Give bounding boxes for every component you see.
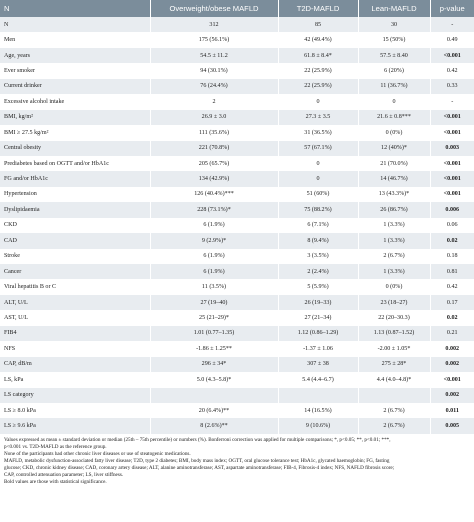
table-row (0, 357, 474, 372)
cell-t2d: 8 (9.4%) (278, 233, 358, 248)
row-label: Men (0, 32, 150, 47)
cell-pvalue: 0.003 (430, 141, 474, 156)
row-label: Dyslipidaemia (0, 202, 150, 217)
table-row (0, 372, 474, 387)
cell-pvalue: 0.02 (430, 310, 474, 325)
cell-lean: 2 (6.7%) (358, 403, 430, 418)
cell-lean: 13 (43.3%)* (358, 187, 430, 202)
cell-overweight: 221 (70.8%) (150, 141, 278, 156)
table-row (0, 125, 474, 140)
cell-lean (358, 388, 430, 403)
cell-lean: 4.4 (4.0–4.8)* (358, 372, 430, 387)
cell-lean: -2.00 ± 1.05* (358, 341, 430, 356)
cell-t2d: 27 (21–34) (278, 310, 358, 325)
cell-t2d: 57 (67.1%) (278, 141, 358, 156)
cell-lean: 1.13 (0.87–1.52) (358, 326, 430, 341)
cell-overweight: 6 (1.9%) (150, 249, 278, 264)
row-label: Age, years (0, 48, 150, 63)
footnote-line: MAFLD, metabolic dysfunction-associated fatty liver disease; T2D, type 2 diabetes; BMI, body mass index; OGTT, oral glucose tolerance test; HbA1c, glycated haemoglobin; FG, fasting (4, 457, 390, 464)
cell-overweight (150, 388, 278, 403)
header-cell-lean: Lean-MAFLD (358, 0, 430, 17)
cell-pvalue: - (430, 94, 474, 109)
table-footnotes (0, 434, 474, 486)
row-label: Hypertension (0, 187, 150, 202)
cell-overweight: 175 (56.1%) (150, 32, 278, 47)
table-row (0, 63, 474, 78)
table-row (0, 218, 474, 233)
cell-lean: 26 (86.7%) (358, 202, 430, 217)
header-cell-t2d: T2D-MAFLD (278, 0, 358, 17)
cell-pvalue: <0.001 (430, 187, 474, 202)
table-row (0, 79, 474, 94)
cell-overweight: -1.86 ± 1.25** (150, 341, 278, 356)
cell-pvalue: 0.011 (430, 403, 474, 418)
cell-pvalue: 0.33 (430, 79, 474, 94)
cell-t2d: 31 (36.5%) (278, 125, 358, 140)
table-row (0, 156, 474, 171)
table-row (0, 249, 474, 264)
row-label: Prediabetes based on OGTT and/or HbA1c (0, 156, 150, 171)
cell-t2d (278, 388, 358, 403)
table-header-row (0, 0, 474, 17)
row-label: LS ≥ 9.6 kPa (0, 418, 150, 433)
header-cell-n: N (0, 0, 150, 17)
row-label: Stroke (0, 249, 150, 264)
footnote-line: Values expressed as mean ± standard deviation or median (25th – 75th percentile) or numbers (%). Bonferroni correction was applied for multiple comparisons; *, p<0.05; **, p<0.01; ***, (4, 436, 391, 443)
cell-t2d: 6 (7.1%) (278, 218, 358, 233)
cell-overweight: 205 (65.7%) (150, 156, 278, 171)
cell-pvalue: 0.005 (430, 418, 474, 433)
cell-lean: 11 (36.7%) (358, 79, 430, 94)
cell-t2d: 22 (25.9%) (278, 63, 358, 78)
cell-pvalue: 0.06 (430, 218, 474, 233)
cell-t2d: 3 (3.5%) (278, 249, 358, 264)
cell-overweight: 1.01 (0.77–1.35) (150, 326, 278, 341)
cell-t2d: 85 (278, 17, 358, 32)
cell-overweight: 2 (150, 94, 278, 109)
row-label: Excessive alcohol intake (0, 94, 150, 109)
footnote-line: p<0.001 vs. T2D-MAFLD as the reference group. (4, 443, 107, 450)
row-label: NFS (0, 341, 150, 356)
cell-pvalue: 0.42 (430, 279, 474, 294)
table-row (0, 403, 474, 418)
cell-t2d: 26 (19–33) (278, 295, 358, 310)
cell-lean: 2 (6.7%) (358, 249, 430, 264)
row-label: Current drinker (0, 79, 150, 94)
footnote-line: glucose; CKD, chronic kidney disease; CAD, coronary artery disease; ALT, alanine aminotransferase; AST, aspartate aminotransferase; FIB-4, Fibrosis-4 index; NFS, NAFLD fibrosis score; (4, 464, 395, 471)
cell-lean: 23 (18–27) (358, 295, 430, 310)
cell-overweight: 6 (1.9%) (150, 218, 278, 233)
cell-t2d: 2 (2.4%) (278, 264, 358, 279)
row-label: N (0, 17, 150, 32)
row-label: ALT, U/L (0, 295, 150, 310)
cell-overweight: 126 (40.4%)*** (150, 187, 278, 202)
cell-pvalue: 0.02 (430, 233, 474, 248)
cell-overweight: 27 (19–40) (150, 295, 278, 310)
table-row (0, 418, 474, 433)
row-label: FG and/or HbA1c (0, 171, 150, 186)
cell-lean: 0 (0%) (358, 279, 430, 294)
cell-overweight: 8 (2.6%)** (150, 418, 278, 433)
cell-overweight: 20 (6.4%)** (150, 403, 278, 418)
table-body (0, 17, 474, 434)
footnote-line: Bold values are those with statistical significance. (4, 478, 107, 485)
cell-lean: 21.6 ± 0.8*** (358, 110, 430, 125)
cell-t2d: 5.4 (4.4–6.7) (278, 372, 358, 387)
footnote-line: None of the participants had other chronic liver diseases or use of steatogenic medications. (4, 450, 191, 457)
cell-pvalue: <0.001 (430, 156, 474, 171)
cell-t2d: 14 (16.5%) (278, 403, 358, 418)
cell-lean: 275 ± 28* (358, 357, 430, 372)
cell-lean: 21 (70.0%) (358, 156, 430, 171)
row-label: FIB4 (0, 326, 150, 341)
cell-pvalue: 0.49 (430, 32, 474, 47)
cell-t2d: 307 ± 38 (278, 357, 358, 372)
table-row (0, 310, 474, 325)
row-label: BMI, kg/m² (0, 110, 150, 125)
cell-lean: 1 (3.3%) (358, 233, 430, 248)
cell-overweight: 228 (73.1%)* (150, 202, 278, 217)
table-row (0, 233, 474, 248)
row-label: CKD (0, 218, 150, 233)
cell-pvalue: 0.81 (430, 264, 474, 279)
cell-t2d: 22 (25.9%) (278, 79, 358, 94)
row-label: CAD (0, 233, 150, 248)
cell-pvalue: <0.001 (430, 110, 474, 125)
table-row (0, 32, 474, 47)
cell-pvalue: 0.002 (430, 357, 474, 372)
cell-overweight: 312 (150, 17, 278, 32)
table-row (0, 202, 474, 217)
cell-t2d: 51 (60%) (278, 187, 358, 202)
cell-t2d: 61.8 ± 8.4* (278, 48, 358, 63)
table-row (0, 295, 474, 310)
cell-overweight: 76 (24.4%) (150, 79, 278, 94)
cell-pvalue: 0.18 (430, 249, 474, 264)
cell-pvalue: 0.17 (430, 295, 474, 310)
cell-t2d: 5 (5.9%) (278, 279, 358, 294)
cell-t2d: 75 (88.2%) (278, 202, 358, 217)
row-label: CAP, dB/m (0, 357, 150, 372)
table-row (0, 264, 474, 279)
cell-lean: 1 (3.3%) (358, 264, 430, 279)
cell-pvalue: 0.21 (430, 326, 474, 341)
cell-lean: 15 (50%) (358, 32, 430, 47)
header-cell-overweight: Overweight/obese MAFLD (150, 0, 278, 17)
cell-t2d: 9 (10.6%) (278, 418, 358, 433)
table-row (0, 94, 474, 109)
table-row (0, 187, 474, 202)
row-label: LS, kPa (0, 372, 150, 387)
cell-overweight: 26.9 ± 3.0 (150, 110, 278, 125)
cell-pvalue: <0.001 (430, 372, 474, 387)
footnote-line: CAP, controlled attenuation parameter; LS, liver stiffness. (4, 471, 124, 478)
cell-overweight: 25 (21–29)* (150, 310, 278, 325)
cell-overweight: 11 (3.5%) (150, 279, 278, 294)
cell-overweight: 94 (30.1%) (150, 63, 278, 78)
cell-overweight: 9 (2.9%)* (150, 233, 278, 248)
cell-lean: 14 (46.7%) (358, 171, 430, 186)
cell-pvalue: 0.006 (430, 202, 474, 217)
row-label: BMI ≥ 27.5 kg/m² (0, 125, 150, 140)
cell-overweight: 134 (42.9%) (150, 171, 278, 186)
table-row (0, 17, 474, 32)
cell-t2d: 0 (278, 94, 358, 109)
cell-overweight: 6 (1.9%) (150, 264, 278, 279)
cell-pvalue: 0.002 (430, 341, 474, 356)
cell-lean: 2 (6.7%) (358, 418, 430, 433)
table-row (0, 341, 474, 356)
table-row (0, 388, 474, 403)
row-label: Cancer (0, 264, 150, 279)
cell-t2d: 27.3 ± 3.5 (278, 110, 358, 125)
cell-overweight: 54.5 ± 11.2 (150, 48, 278, 63)
cell-t2d: 0 (278, 156, 358, 171)
cell-pvalue: 0.002 (430, 388, 474, 403)
table-row (0, 141, 474, 156)
row-label: LS category (0, 388, 150, 403)
table-row (0, 326, 474, 341)
cell-overweight: 111 (35.6%) (150, 125, 278, 140)
table-row (0, 110, 474, 125)
cell-lean: 6 (20%) (358, 63, 430, 78)
row-label: Viral hepatitis B or C (0, 279, 150, 294)
cell-t2d: 1.12 (0.86–1.29) (278, 326, 358, 341)
cell-lean: 22 (20–30.3) (358, 310, 430, 325)
cell-t2d: -1.37 ± 1.06 (278, 341, 358, 356)
row-label: AST, U/L (0, 310, 150, 325)
cell-pvalue: 0.42 (430, 63, 474, 78)
cell-pvalue: - (430, 17, 474, 32)
row-label: Ever smoker (0, 63, 150, 78)
header-cell-pvalue: p-value (430, 0, 474, 17)
cell-lean: 30 (358, 17, 430, 32)
cell-pvalue: <0.001 (430, 48, 474, 63)
cell-pvalue: <0.001 (430, 125, 474, 140)
table-row (0, 279, 474, 294)
cell-lean: 12 (40%)* (358, 141, 430, 156)
cell-t2d: 0 (278, 171, 358, 186)
table-row (0, 48, 474, 63)
table-row (0, 171, 474, 186)
cell-lean: 57.5 ± 8.40 (358, 48, 430, 63)
cell-lean: 0 (358, 94, 430, 109)
cell-lean: 1 (3.3%) (358, 218, 430, 233)
cell-pvalue: <0.001 (430, 171, 474, 186)
cell-overweight: 5.0 (4.3–5.8)* (150, 372, 278, 387)
cell-overweight: 296 ± 34* (150, 357, 278, 372)
row-label: LS ≥ 8.0 kPa (0, 403, 150, 418)
row-label: Central obesity (0, 141, 150, 156)
cell-t2d: 42 (49.4%) (278, 32, 358, 47)
cell-lean: 0 (0%) (358, 125, 430, 140)
